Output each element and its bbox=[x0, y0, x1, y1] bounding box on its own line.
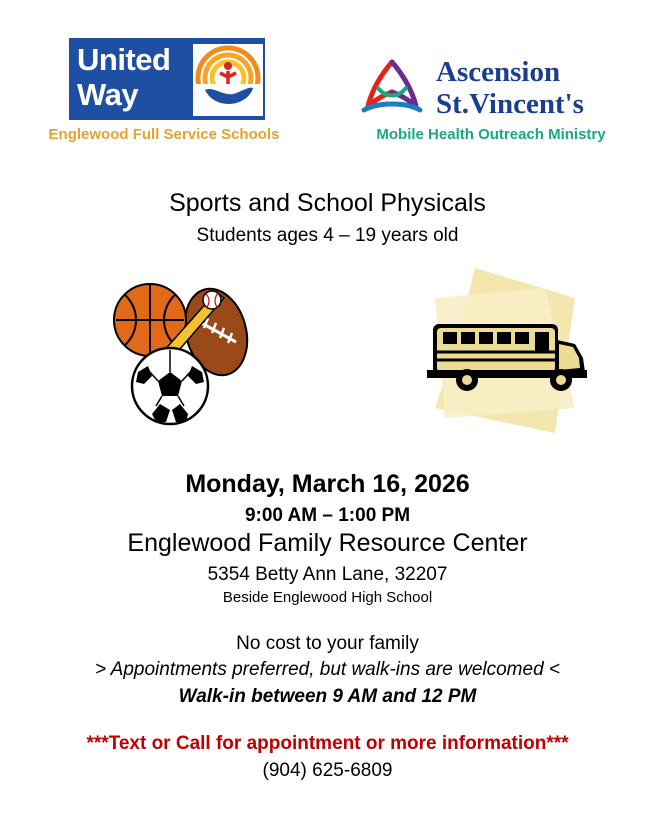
cost-note: No cost to your family bbox=[236, 633, 419, 654]
ascension-logo-line1: Ascension bbox=[436, 56, 561, 88]
event-audience: Students ages 4 – 19 years old bbox=[196, 225, 459, 246]
united-way-logo bbox=[69, 38, 265, 120]
walkin-window: Walk-in between 9 AM and 12 PM bbox=[178, 686, 477, 707]
school-bus-icon bbox=[425, 268, 600, 433]
united-way-logo-line2: Way bbox=[77, 77, 139, 112]
ascension-logo-line2: St.Vincent's bbox=[436, 88, 584, 120]
sports-balls-icon bbox=[108, 280, 258, 430]
ascension-trinity-icon bbox=[358, 58, 426, 118]
event-landmark: Beside Englewood High School bbox=[222, 589, 433, 606]
contact-prompt: ***Text or Call for appointment or more information*** bbox=[86, 733, 569, 754]
appointment-note: > Appointments preferred, but walk-ins are welcomed < bbox=[94, 659, 561, 680]
event-date: Monday, March 16, 2026 bbox=[185, 470, 470, 498]
ascension-logo-text bbox=[436, 56, 584, 120]
united-way-logo-line1: United bbox=[77, 42, 171, 77]
event-address: 5354 Betty Ann Lane, 32207 bbox=[207, 564, 448, 585]
registered-mark: ® bbox=[256, 111, 262, 118]
event-time: 9:00 AM – 1:00 PM bbox=[244, 505, 411, 526]
event-location: Englewood Family Resource Center bbox=[127, 529, 528, 557]
phone-number: (904) 625-6809 bbox=[262, 760, 393, 781]
ascension-program-label: Mobile Health Outreach Ministry bbox=[376, 126, 606, 143]
event-title: Sports and School Physicals bbox=[169, 189, 486, 217]
united-way-rainbow-hand-icon bbox=[193, 44, 263, 116]
united-way-program-label: Englewood Full Service Schools bbox=[48, 126, 280, 143]
